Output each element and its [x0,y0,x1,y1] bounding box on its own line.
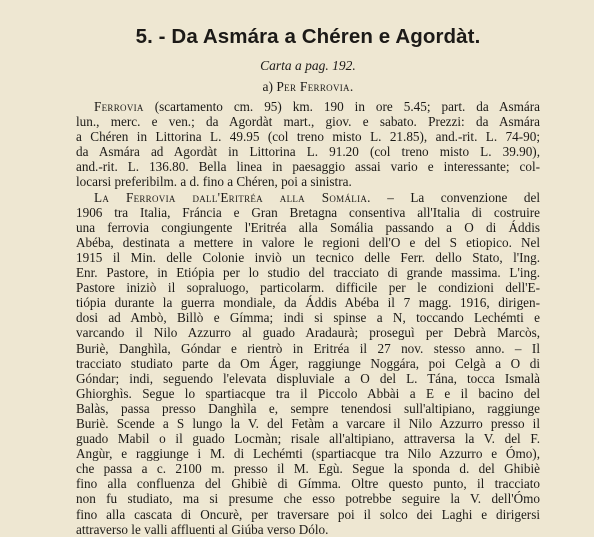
paragraph-line: fino alla confluenza del Ghibiè di Gímma. Oltre questo punto, il tracciato [76,476,540,492]
paragraph-line: fino alla cascata di Oncurè, per traversare poi il solco dei Laghi e dirigersi [76,506,540,522]
paragraph-line: che passa a c. 2100 m. presso il M. Egù. Segue la sponda d. del Ghibiè [76,461,540,477]
subheading-text: Per Ferrovia. [276,79,354,94]
paragraph-line: dosi ad Ambò, Billò e Gímma; indi si spinse a N, toccando Lechémti e [76,310,540,326]
paragraph-line: lun., merc. e ven.; da Agordàt mart., giov. e sabato. Prezzi: da Asmára [76,114,540,130]
paragraph-line: Buriè. Scende a S lungo la V. del Fetàm a varcare il Nilo Azzurro presso il [76,415,540,431]
paragraph-line: Ghiorghìs. Segue lo spartiacque tra il Piccolo Abbài a E e il bacino del [76,385,540,401]
paragraph-lead: La Ferrovia dall'Eritréa alla Somália. [94,189,371,205]
paragraph-line: a Chéren in Littorina L. 49.95 (col treno misto L. 21.85), and.-rit. L. 74-90; [76,129,540,145]
paragraph-line: tiópia durante la guerra mondiale, da Áddis Abéba il 7 magg. 1916, dirigen- [76,295,540,311]
paragraph-line: da Asmára ad Agordàt in Littorina L. 91.20 (col treno misto L. 39.90), [76,144,540,160]
paragraph-line: non fu studiato, ma si presume che esso potrebbe seguire la V. dell'Ómo [76,491,540,507]
paragraph-railway [76,99,540,190]
paragraph-line: Góndar; indi, seguendo l'elevata displuviale a O del L. Tána, tocca Ismalà [76,370,540,386]
paragraph-line: varcando il Nilo Azzurro al guado Aradaurà; proseguì per Debrà Marcòs, [76,325,540,341]
paragraph-lead: Ferrovia [94,99,144,114]
map-reference: Carta a pag. 192. [260,58,356,73]
paragraph-line: 1915 il Min. delle Colonie inviò un tecnico delle Ferr. dello Stato, l'Ing. [76,249,540,265]
subheading-letter: a) [262,79,273,94]
paragraph-line: 1906 tra Italia, Fráncia e Gran Bretagna consentiva all'Italia di costruire [76,204,540,220]
paragraph-history [76,190,540,537]
paragraph-line: locarsi preferibilm. a d. fino a Chéren, poi a sinistra. [76,174,352,190]
paragraph-line: Ferrovia (scartamento cm. 95) km. 190 in ore 5.45; part. da Asmára [94,99,540,114]
paragraph-line: Buriè, Danghìla, Góndar e rientrò in Eritréa il 27 nov. stesso anno. – Il [76,340,540,356]
paragraph-line: Balàs, passa presso Danghìla e, sempre tenendosi sull'altipiano, raggiunge [76,400,540,416]
paragraph-line: La Ferrovia dall'Eritréa alla Somália. – La convenzione del [94,189,540,205]
paragraph-line: Angùr, e raggiunge i M. di Lechémti (spartiacque tra Nilo Azzurro e Ómo), [76,446,540,462]
paragraph-line: una ferrovia congiungente l'Eritréa alla Somália passando a O di Áddis [76,219,540,235]
paragraph-line: attraverso le valli affluenti al Giúba verso Dólo. [76,521,329,537]
paragraph-line: Abéba, destinata a mettere in valore le regioni dell'O e del S etiopico. Nel [76,234,540,250]
paragraph-line: Pastore iniziò il sopraluogo, particolarm. difficile per le condizioni dell'E- [76,280,540,296]
subheading [76,79,540,95]
paragraph-line: Enr. Pastore, in Etiópia per lo studio del tracciato di grande massima. L'ing. [76,265,540,281]
section-title: 5. - Da Asmára a Chéren e Agordàt. [135,25,481,48]
paragraph-line: and.-rit. L. 136.80. Bella linea in paesaggio assai vario e interessante; col- [76,159,540,175]
paragraph-line: tracciato studiato parte da Om Áger, raggiunge Noggára, poi Celgà a O di [76,355,540,371]
paragraph-line: guado Mabil o il guado Locmàn; risale all'altipiano, attraversa la V. del F. [76,431,540,447]
